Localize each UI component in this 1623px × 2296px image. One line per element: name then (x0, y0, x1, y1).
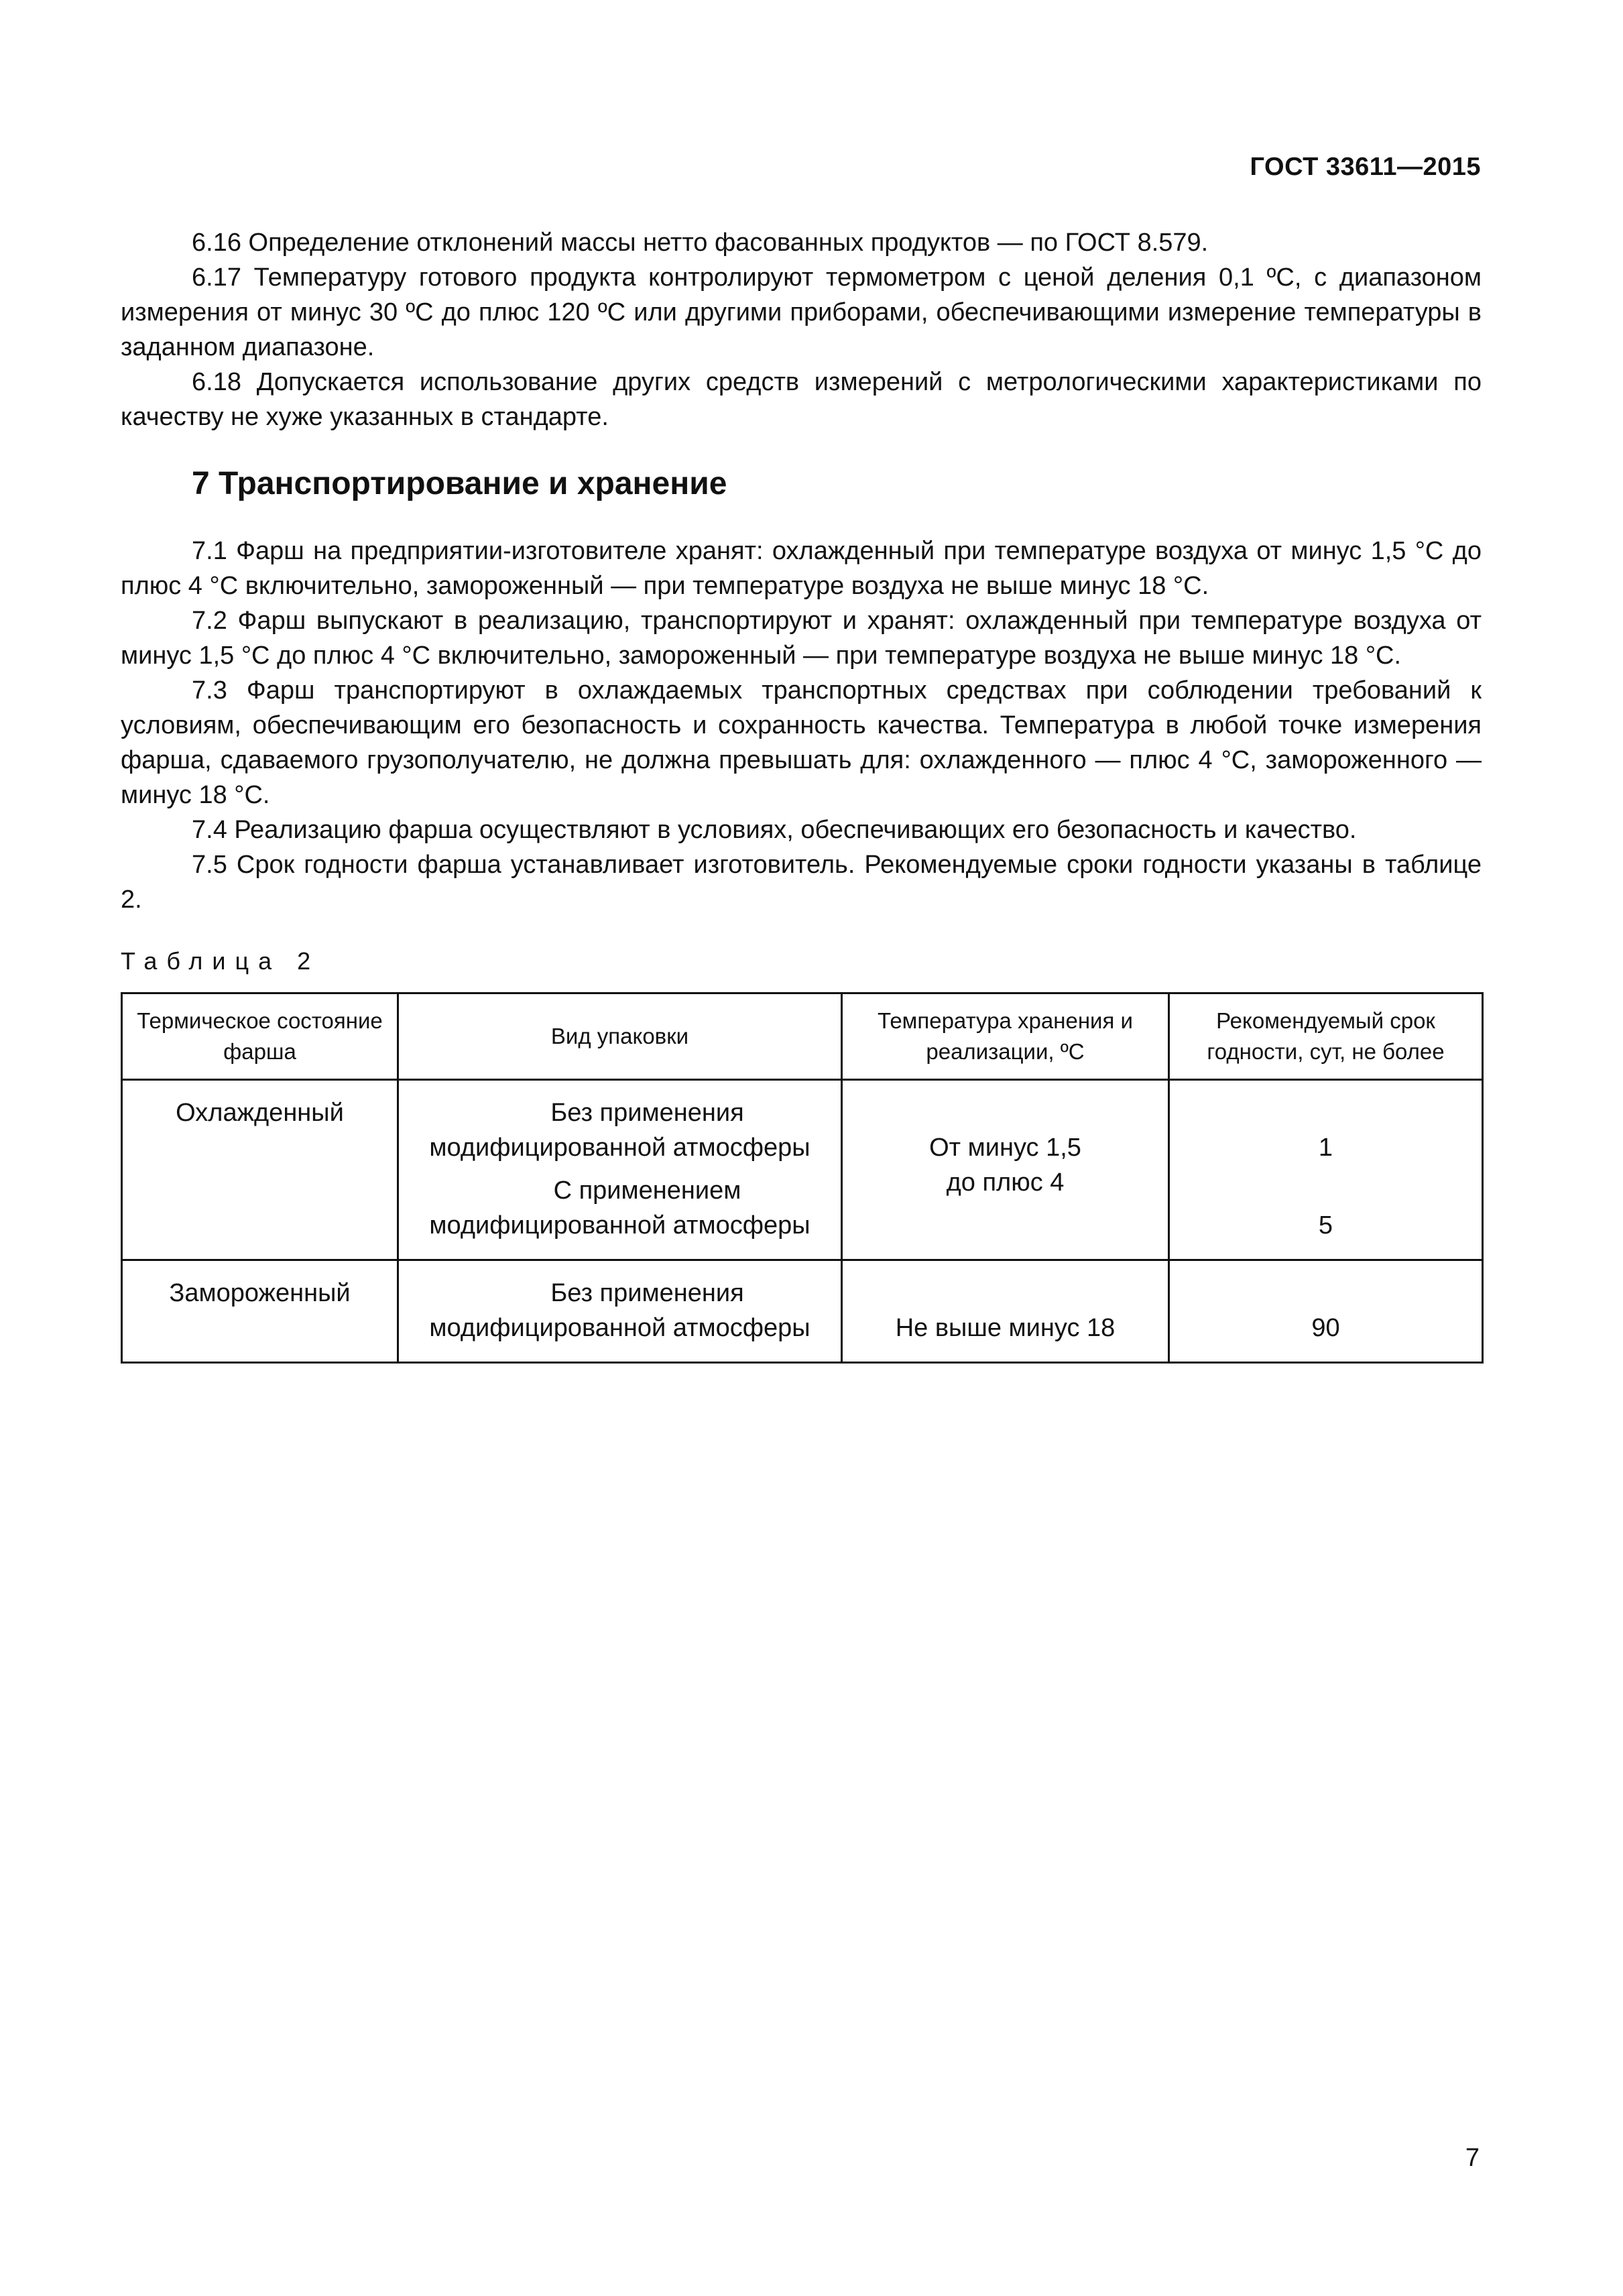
shelf-life-value: 90 (1311, 1314, 1340, 1342)
table-row (122, 1260, 1483, 1363)
packaging-item: Без применения модифицированной атмосферы (429, 1279, 810, 1342)
table-row (122, 1080, 1483, 1260)
shelf-life-table (121, 992, 1484, 1364)
paragraph-7-3: 7.3 Фарш транспортируют в охлаждаемых транспортных средствах при соблюдении требований к условиям, обеспечивающим его безопасность и сохранность качества. Температура в любой точке измерения фарша, сдаваемого грузополучателю, не должна превышать для: охлажденного — плюс 4 °С, замороженного — минус 18 °С. (121, 676, 1482, 809)
paragraph-7-4: 7.4 Реализацию фарша осуществляют в условиях, обеспечивающих его безопасность и качество. (192, 816, 1357, 844)
cell-packaging (398, 1080, 842, 1260)
shelf-life-value: 5 (1318, 1211, 1333, 1240)
shelf-life-value: 1 (1318, 1134, 1333, 1162)
cell-temperature (842, 1260, 1169, 1363)
table-caption: Таблица 2 (121, 947, 320, 975)
paragraph-7-1: 7.1 Фарш на предприятии-изготовителе хранят: охлажденный при температуре воздуха от минус 1,5 °С до плюс 4 °С включительно, замороженный — при температуре воздуха не выше минус 18 °С. (121, 537, 1482, 600)
cell-shelf-life (1169, 1080, 1483, 1260)
paragraph-6-18: 6.18 Допускается использование других средств измерений с метрологическими характеристиками по качеству не хуже указанных в стандарте. (121, 368, 1482, 431)
cell-state: Замороженный (122, 1260, 398, 1363)
cell-state: Охлажденный (122, 1080, 398, 1260)
paragraph-6-16: 6.16 Определение отклонений массы нетто фасованных продуктов — по ГОСТ 8.579. (192, 229, 1209, 257)
cell-temperature (842, 1080, 1169, 1260)
cell-packaging (398, 1260, 842, 1363)
header-thermal-state: Термическое состояние фарша (122, 993, 398, 1080)
temperature-line: Не выше минус 18 (895, 1314, 1116, 1342)
header-temperature: Температура хранения и реализации, ºС (842, 993, 1169, 1080)
page-content (121, 225, 1482, 1364)
table-header-row (122, 993, 1483, 1080)
temperature-line: От минус 1,5 (929, 1134, 1081, 1162)
section-title: 7 Транспортирование и хранение (192, 466, 727, 501)
temperature-line: до плюс 4 (946, 1168, 1065, 1197)
paragraph-7-2: 7.2 Фарш выпускают в реализацию, транспортируют и хранят: охлажденный при температуре воздуха от минус 1,5 °С до плюс 4 °С включительно, замороженный — при температуре воздуха не выше минус 18 °С. (121, 607, 1482, 670)
header-packaging: Вид упаковки (398, 993, 842, 1080)
paragraph-7-5: 7.5 Срок годности фарша устанавливает изготовитель. Рекомендуемые сроки годности указаны в таблице 2. (121, 851, 1482, 914)
page-number: 7 (1465, 2144, 1480, 2172)
packaging-item: С применением модифицированной атмосферы (429, 1176, 810, 1240)
document-code: ГОСТ 33611—2015 (1250, 153, 1481, 181)
cell-shelf-life (1169, 1260, 1483, 1363)
header-shelf-life: Рекомендуемый срок годности, сут, не более (1169, 993, 1483, 1080)
packaging-item: Без применения модифицированной атмосферы (429, 1099, 810, 1162)
paragraph-6-17: 6.17 Температуру готового продукта контролируют термометром с ценой деления 0,1 ºС, с диапазоном измерения от минус 30 ºС до плюс 120 ºС или другими приборами, обеспечивающими измерение температуры в заданном диапазоне. (121, 263, 1482, 361)
